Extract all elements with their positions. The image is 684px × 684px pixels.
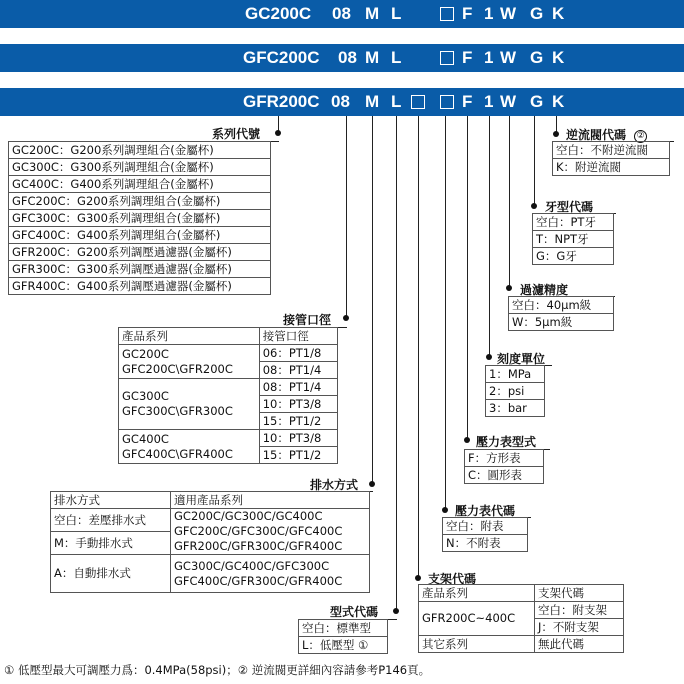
code-token: M xyxy=(365,48,380,67)
code-token: K xyxy=(552,4,565,23)
connector-thread xyxy=(534,116,535,206)
table-row: GC300C：G300系列調理組合(金屬杯) xyxy=(9,159,271,176)
code-band-2 xyxy=(0,44,684,72)
type-code-title: 型式代碼 xyxy=(330,605,379,619)
table-row: 排水方式 適用產品系列 xyxy=(51,492,370,509)
code-token: G xyxy=(530,48,544,67)
type-code-table xyxy=(298,619,388,654)
bullet xyxy=(486,354,492,360)
table-row: GC300C GFC300C\GFR300C 08：PT1/4 xyxy=(119,379,338,396)
connector-filter xyxy=(509,116,510,288)
check-valve-title: 逆流閥代碼 ② xyxy=(566,126,647,143)
code-band-1 xyxy=(0,0,684,28)
code-token: F xyxy=(462,4,473,23)
table-row: 空白：PT牙 xyxy=(533,214,614,231)
table-row: GFR400C：G400系列調壓過濾器(金屬杯) xyxy=(9,278,271,295)
table-row: 空白：標準型 xyxy=(299,620,388,637)
thread-table xyxy=(532,213,614,265)
code-token: K xyxy=(552,48,565,67)
table-row: GC200C GFC200C\GFR200C 06：PT1/8 xyxy=(119,345,338,362)
bullet xyxy=(415,575,421,581)
table-row: GC200C：G200系列調理組合(金屬杯) xyxy=(9,142,271,159)
table-row: T：NPT牙 xyxy=(533,231,614,248)
scale-table xyxy=(485,365,545,417)
code-token: 1 xyxy=(484,48,494,67)
table-row: 2：psi xyxy=(486,383,545,400)
code-token: L xyxy=(391,48,402,67)
bracket-table xyxy=(418,584,624,653)
connector-port xyxy=(346,116,347,317)
table-row: 08：PT1/4 xyxy=(119,362,338,379)
filter-table xyxy=(508,296,614,331)
table-row: 1：MPa xyxy=(486,366,545,383)
table-row: 15：PT1/2 xyxy=(119,413,338,430)
connector-drain xyxy=(372,116,373,483)
table-row: GFR300C：G300系列調壓過濾器(金屬杯) xyxy=(9,261,271,278)
table-row: GFC400C：G400系列調理組合(金屬杯) xyxy=(9,227,271,244)
scale-title: 刻度單位 xyxy=(497,352,546,366)
gauge-type-table xyxy=(464,449,544,484)
code-token: M xyxy=(365,4,380,23)
gauge-type-title: 壓力表型式 xyxy=(476,435,537,449)
bullet xyxy=(531,203,537,209)
blank-box xyxy=(440,7,454,21)
bullet xyxy=(369,481,375,487)
blank-box xyxy=(440,51,454,65)
table-row: 其它系列 無此代碼 xyxy=(419,636,624,653)
drain-table xyxy=(50,491,370,593)
connector-bracket xyxy=(418,116,419,578)
table-row: N：不附表 xyxy=(443,535,528,552)
code-token: F xyxy=(462,48,473,67)
model-code: GFC200C xyxy=(243,48,320,67)
table-row: L：低壓型 ① xyxy=(299,637,388,654)
code-token: 08 xyxy=(338,48,357,67)
code-token: 1 xyxy=(484,4,494,23)
code-token: L xyxy=(391,4,402,23)
note-2-mark: ② xyxy=(634,130,647,143)
table-row: 3：bar xyxy=(486,400,545,417)
model-code: GC200C xyxy=(245,4,312,23)
table-row: 空白：差壓排水式 GC200C/GC300C/GC400C GFC200C/GFC300C/GFC400C GFR200C/GFR300C/GFR400C xyxy=(51,509,370,532)
code-band-3 xyxy=(0,88,684,116)
code-token: G xyxy=(530,4,544,23)
code-token: 08 xyxy=(332,4,351,23)
blank-box xyxy=(411,95,425,109)
table-row: 空白：40μm級 xyxy=(509,297,614,314)
filter-title: 過濾精度 xyxy=(520,283,569,297)
code-token: L xyxy=(391,92,402,111)
table-row: J：不附支架 xyxy=(419,619,624,636)
table-row: 15：PT1/2 xyxy=(119,447,338,464)
code-token: 1 xyxy=(484,92,494,111)
check-valve-table xyxy=(552,141,670,176)
model-code: GFR200C xyxy=(243,92,320,111)
gauge-title: 壓力表代碼 xyxy=(455,504,516,518)
table-row: GC400C GFC400C\GFR400C 10：PT3/8 xyxy=(119,430,338,447)
table-row: 空白：附表 xyxy=(443,518,528,535)
port-table xyxy=(118,327,338,464)
table-row: M：手動排水式 xyxy=(51,532,370,555)
thread-title: 牙型代碼 xyxy=(545,200,594,214)
table-row: 10：PT3/8 xyxy=(119,396,338,413)
bullet xyxy=(464,437,470,443)
table-row: F：方形表 xyxy=(465,450,544,467)
bullet xyxy=(553,131,559,137)
table-row: W：5μm級 xyxy=(509,314,614,331)
table-row: GFC300C：G300系列調理組合(金屬杯) xyxy=(9,210,271,227)
code-token: K xyxy=(552,92,565,111)
table-row: 產品系列 接管口徑 xyxy=(119,328,338,345)
table-row: 空白：不附逆流閥 xyxy=(553,142,670,159)
series-table xyxy=(8,141,271,295)
connector-gauge-type xyxy=(467,116,468,440)
blank-box xyxy=(440,95,454,109)
table-row: GFC200C：G200系列調理組合(金屬杯) xyxy=(9,193,271,210)
table-row: G：G牙 xyxy=(533,248,614,265)
code-token: M xyxy=(365,92,380,111)
code-token: W xyxy=(500,4,517,23)
connector-scale xyxy=(489,116,490,357)
table-row: GFR200C：G200系列調壓過濾器(金屬杯) xyxy=(9,244,271,261)
footnote: ① 低壓型最大可調壓力爲：0.4MPa(58psi)；② 逆流閥更詳細內容請參考P146頁。 xyxy=(4,663,431,677)
code-token: W xyxy=(500,92,517,111)
code-token: W xyxy=(500,48,517,67)
connector-gauge xyxy=(445,116,446,510)
drain-title: 排水方式 xyxy=(310,478,359,492)
code-token: F xyxy=(462,92,473,111)
bullet xyxy=(442,507,448,513)
code-token: G xyxy=(530,92,544,111)
bracket-title: 支架代碼 xyxy=(428,572,477,586)
table-row: K：附逆流閥 xyxy=(553,159,670,176)
bullet xyxy=(393,608,399,614)
table-row: GC400C：G400系列調理組合(金屬杯) xyxy=(9,176,271,193)
code-token: 08 xyxy=(331,92,350,111)
table-row: 產品系列 支架代碼 xyxy=(419,585,624,602)
series-title: 系列代號 xyxy=(212,127,261,141)
table-row: GFR200C~400C 空白：附支架 xyxy=(419,602,624,619)
bullet xyxy=(343,315,349,321)
bullet xyxy=(506,285,512,291)
connector-type xyxy=(396,116,397,610)
bullet xyxy=(275,130,281,136)
port-title: 接管口徑 xyxy=(283,313,332,327)
gauge-table xyxy=(442,517,528,552)
table-row: A：自動排水式 GC300C/GC400C/GFC300C GFC400C/GFR300C/GFR400C xyxy=(51,555,370,593)
table-row: C：圓形表 xyxy=(465,467,544,484)
